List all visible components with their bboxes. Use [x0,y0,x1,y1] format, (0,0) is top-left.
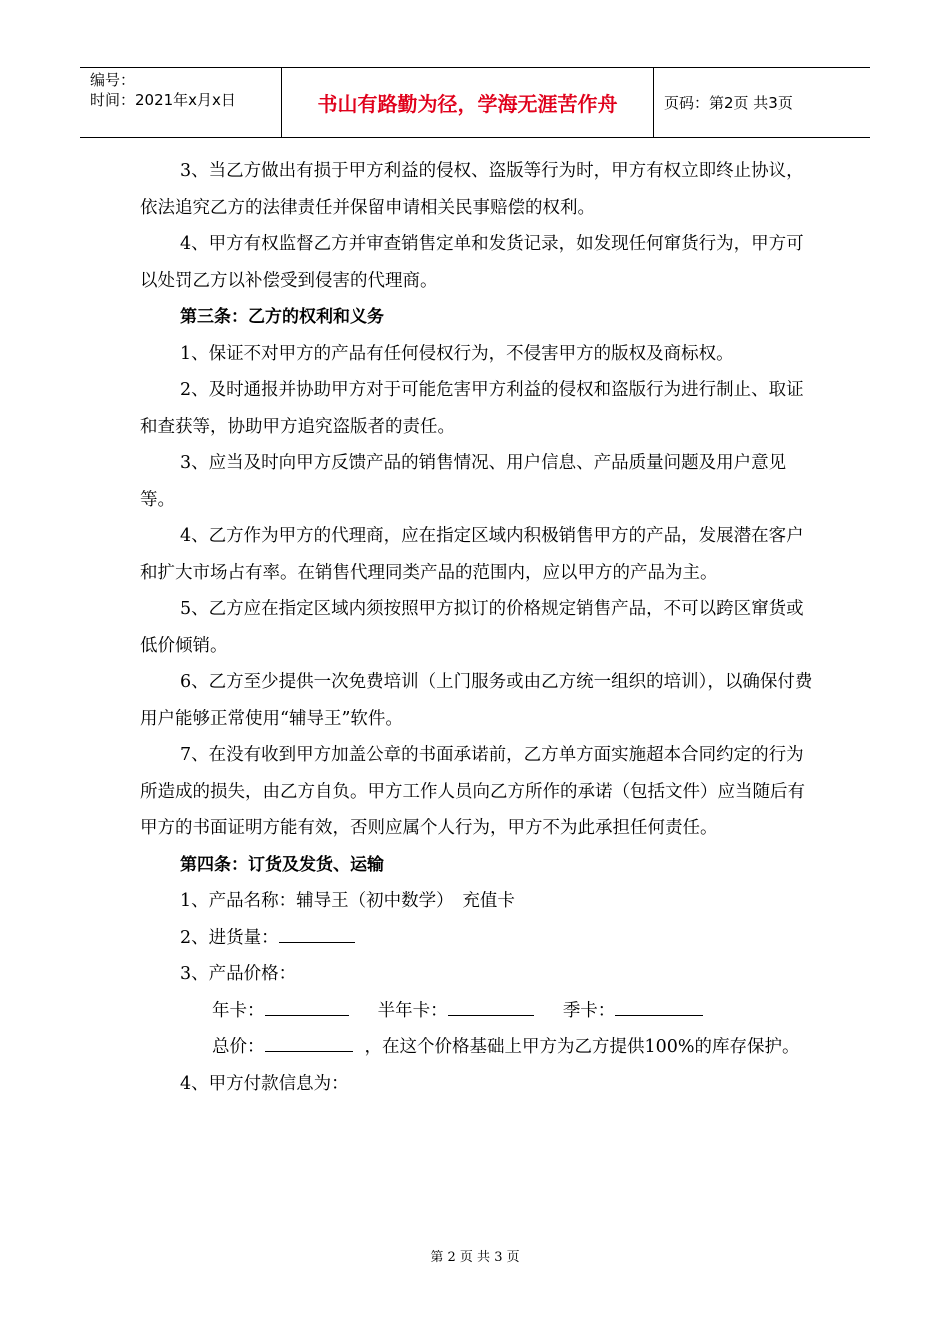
payment-info-item: 4、甲方付款信息为： [180,1073,349,1094]
list-item: 3、应当及时向甲方反馈产品的销售情况、用户信息、产品质量问题及用户意见等。 [140,453,787,510]
purchase-quantity-blank[interactable] [279,925,355,943]
header-page-info: 页码：第2页 共3页 [664,94,793,112]
product-price-item: 3、产品价格： [180,964,297,984]
annual-card-blank[interactable] [265,998,349,1016]
paragraph: 4、甲方有权监督乙方并审查销售定单和发货记录，如发现任何窜货行为，甲方可以处罚乙方以补偿受到侵害的代理商。 [140,234,804,291]
doc-time-label: 时间：2021年x月x日 [90,91,236,109]
header-meta [80,68,282,137]
total-price-item [140,1029,820,1066]
total-price-blank[interactable] [265,1034,353,1052]
list-item: 5、乙方应在指定区域内须按照甲方拟订的价格规定销售产品，不可以跨区窜货或低价倾销。 [140,599,804,656]
annual-card-label: 年卡： [212,1000,265,1021]
list-item: 2、及时通报并协助甲方对于可能危害甲方利益的侵权和盗版行为进行制止、取证和查获等，协助甲方追究盗版者的责任。 [140,380,804,437]
season-card-label: 季卡： [562,1000,616,1021]
article-3-heading: 第三条：乙方的权利和义务 [180,307,384,327]
total-price-label: 总价： [212,1037,265,1057]
product-name-item: 1、产品名称：辅导王（初中数学） 充值卡 [180,891,515,911]
header-motto: 书山有路勤为径，学海无涯苦作舟 [282,68,654,137]
list-item: 4、乙方作为甲方的代理商，应在指定区域内积极销售甲方的产品，发展潜在客户和扩大市场占有率。在销售代理同类产品的范围内，应以甲方的产品为主。 [140,526,804,583]
page-footer: 第 2 页 共 3 页 [430,1250,520,1265]
page-header [80,67,870,138]
article-4-heading: 第四条：订货及发货、运输 [180,854,384,875]
half-year-card-blank[interactable] [448,998,534,1016]
paragraph: 3、当乙方做出有损于甲方利益的侵权、盗版等行为时，甲方有权立即终止协议，依法追究乙方的法律责任并保留申请相关民事赔偿的权利。 [140,161,804,218]
total-price-text: ，在这个价格基础上甲方为乙方提供100%的库存保护。 [364,1037,800,1057]
price-row [140,993,820,1030]
list-item: 6、乙方至少提供一次免费培训（上门服务或由乙方统一组织的培训），以确保付费用户能够正常使用“辅导王”软件。 [140,672,813,729]
purchase-quantity-label: 2、进货量： [180,927,279,948]
doc-number-label: 编号： [90,71,136,89]
list-item: 7、在没有收到甲方加盖公章的书面承诺前，乙方单方面实施超本合同约定的行为所造成的损失，由乙方自负。甲方工作人员向乙方所作的承诺（包括文件）应当随后有甲方的书面证明方能有效，否则应属个人行为，甲方不为此承担任何责任。 [140,745,805,838]
list-item: 1、保证不对甲方的产品有任何侵权行为，不侵害甲方的版权及商标权。 [180,343,734,364]
half-year-card-label: 半年卡： [377,1000,448,1021]
purchase-quantity-item [140,920,820,957]
document-body [140,153,820,1102]
season-card-blank[interactable] [615,998,703,1016]
